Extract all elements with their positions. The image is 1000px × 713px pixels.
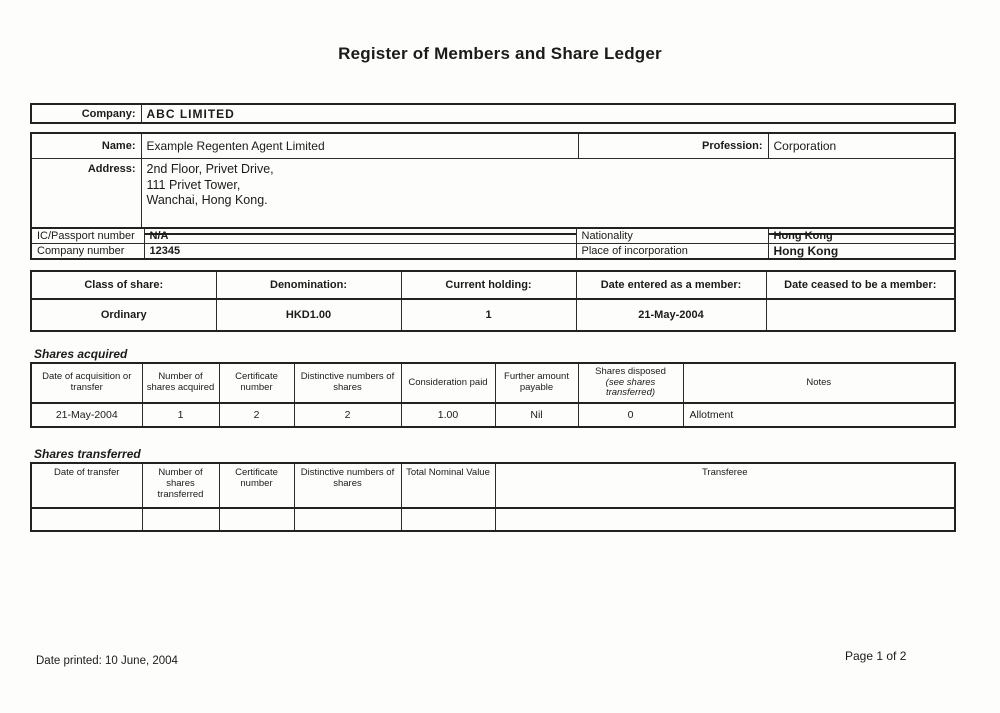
- date-ceased-header: Date ceased to be a member:: [766, 271, 955, 299]
- class-of-share-value: Ordinary: [31, 299, 216, 331]
- notes-header: Notes: [683, 363, 955, 403]
- name-value: Example Regenten Agent Limited: [141, 133, 578, 159]
- address-line: 111 Privet Tower,: [146, 177, 241, 192]
- date-of-transfer-header: Date of transfer: [31, 463, 142, 508]
- shares-acquired-value: 1: [142, 403, 219, 427]
- certificate-number-value: 2: [219, 403, 294, 427]
- transferee-header: Transferee: [495, 463, 955, 508]
- shares-transferred-value: [142, 508, 219, 531]
- shares-disposed-header: [578, 363, 683, 403]
- company-label: Company:: [31, 104, 141, 123]
- total-nominal-value-value: [401, 508, 495, 531]
- address-line: 2nd Floor, Privet Drive,: [146, 162, 274, 176]
- notes-value: Allotment: [683, 403, 955, 427]
- shares-acquired-data-row: [31, 403, 955, 427]
- share-class-header-row: [31, 271, 955, 299]
- place-of-incorporation-label: Place of incorporation: [576, 244, 768, 260]
- shares-acquired-heading: Shares acquired: [34, 347, 128, 361]
- share-class-data-row: [31, 299, 955, 331]
- date-entered-value: 21-May-2004: [576, 299, 766, 331]
- date-entered-header: Date entered as a member:: [576, 271, 766, 299]
- further-amount-value: Nil: [495, 403, 578, 427]
- distinctive-numbers-value: 2: [294, 403, 401, 427]
- distinctive-numbers-value: [294, 508, 401, 531]
- name-label: Name:: [31, 133, 141, 159]
- name-row: [31, 133, 955, 159]
- distinctive-numbers-header: Distinctive numbers of shares: [294, 363, 401, 403]
- shares-disposed-value: 0: [578, 403, 683, 427]
- transferee-value: [495, 508, 955, 531]
- date-printed: Date printed: 10 June, 2004: [36, 655, 178, 667]
- transfer-date-value: [31, 508, 142, 531]
- number-shares-transferred-header: Number of shares transferred: [142, 463, 219, 508]
- identity-box: [30, 227, 956, 260]
- number-shares-acquired-header: Number of shares acquired: [142, 363, 219, 403]
- address-row: [31, 159, 955, 235]
- nationality-value: Hong Kong: [768, 228, 955, 244]
- company-number-label: Company number: [31, 244, 144, 260]
- consideration-paid-value: 1.00: [401, 403, 495, 427]
- company-box: [30, 103, 956, 124]
- further-amount-header: Further amount payable: [495, 363, 578, 403]
- company-value: ABC LIMITED: [141, 104, 955, 123]
- document-title: Register of Members and Share Ledger: [338, 44, 662, 63]
- identity-row: [31, 244, 955, 260]
- ic-passport-value: N/A: [144, 228, 576, 244]
- profession-value: Corporation: [768, 133, 955, 159]
- current-holding-header: Current holding:: [401, 271, 576, 299]
- consideration-paid-header: Consideration paid: [401, 363, 495, 403]
- identity-row: [31, 228, 955, 244]
- member-box: [30, 132, 956, 235]
- denomination-value: HKD1.00: [216, 299, 401, 331]
- place-of-incorporation-value: Hong Kong: [768, 244, 955, 260]
- page-number: Page 1 of 2: [845, 649, 907, 663]
- certificate-number-value: [219, 508, 294, 531]
- certificate-number-header: Certificate number: [219, 363, 294, 403]
- shares-disposed-header-text: Shares disposed: [595, 365, 666, 377]
- denomination-header: Denomination:: [216, 271, 401, 299]
- distinctive-numbers-header: Distinctive numbers of shares: [294, 463, 401, 508]
- profession-label: Profession:: [578, 133, 768, 159]
- nationality-label: Nationality: [576, 228, 768, 244]
- shares-disposed-header-sub: (see shares transferred): [605, 376, 656, 399]
- shares-transferred-table: [30, 462, 956, 532]
- company-row: [31, 104, 955, 123]
- shares-transferred-header-row: [31, 463, 955, 508]
- date-of-acquisition-header: Date of acquisition or transfer: [31, 363, 142, 403]
- address-value: [141, 159, 955, 235]
- shares-transferred-data-row: [31, 508, 955, 531]
- address-line: Wanchai, Hong Kong.: [146, 193, 268, 208]
- certificate-number-header: Certificate number: [219, 463, 294, 508]
- current-holding-value: 1: [401, 299, 576, 331]
- class-of-share-header: Class of share:: [31, 271, 216, 299]
- ic-passport-label: IC/Passport number: [31, 228, 144, 244]
- address-label: Address:: [31, 159, 141, 235]
- acquisition-date-value: 21-May-2004: [31, 403, 142, 427]
- total-nominal-value-header: Total Nominal Value: [401, 463, 495, 508]
- date-ceased-value: [766, 299, 955, 331]
- shares-acquired-header-row: [31, 363, 955, 403]
- company-number-value: 12345: [144, 244, 576, 260]
- shares-transferred-heading: Shares transferred: [34, 447, 141, 461]
- share-class-table: [30, 270, 956, 332]
- shares-acquired-table: [30, 362, 956, 428]
